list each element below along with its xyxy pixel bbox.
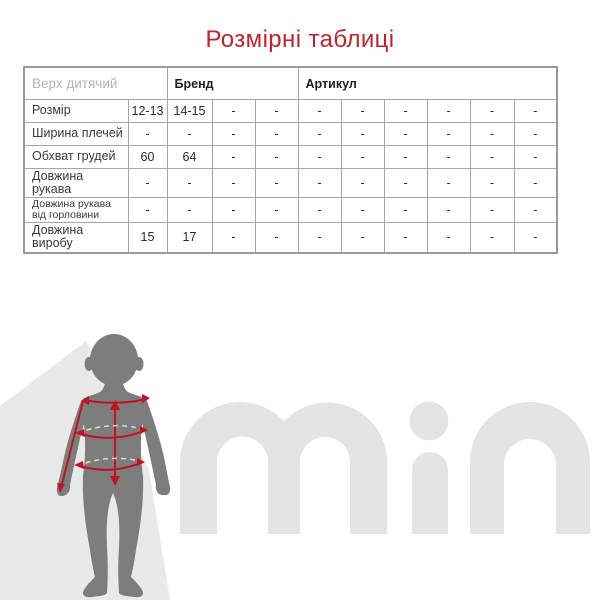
value-cell: - [298, 146, 341, 169]
size-table-body [24, 100, 557, 253]
value-cell: - [212, 100, 255, 123]
value-cell: - [298, 223, 341, 253]
table-row [24, 123, 557, 146]
value-cell: - [298, 169, 341, 198]
size-table-header [24, 67, 557, 100]
table-row [24, 169, 557, 198]
size-table [23, 66, 558, 254]
value-cell: - [341, 146, 384, 169]
value-cell: - [341, 198, 384, 223]
value-cell: - [427, 198, 470, 223]
value-cell: - [167, 123, 212, 146]
header-cell: Артикул [298, 67, 557, 100]
value-cell: - [470, 123, 514, 146]
value-cell: - [255, 198, 298, 223]
value-cell: - [128, 169, 167, 198]
value-cell: - [167, 198, 212, 223]
row-label: Обхват грудей [24, 146, 128, 169]
value-cell: - [167, 169, 212, 198]
value-cell: - [128, 123, 167, 146]
value-cell: - [255, 146, 298, 169]
table-row [24, 223, 557, 253]
value-cell: - [255, 100, 298, 123]
value-cell: - [384, 100, 427, 123]
value-cell: - [384, 223, 427, 253]
measurement-figure [0, 330, 600, 600]
value-cell: - [514, 198, 557, 223]
value-cell: - [298, 100, 341, 123]
row-label: Ширина плечей [24, 123, 128, 146]
value-cell: - [255, 123, 298, 146]
row-label: Розмір [24, 100, 128, 123]
value-cell: - [298, 198, 341, 223]
value-cell: - [341, 123, 384, 146]
value-cell: - [212, 198, 255, 223]
value-cell: - [212, 146, 255, 169]
value-cell: - [470, 169, 514, 198]
value-cell: 60 [128, 146, 167, 169]
row-label: Довжина виробу [24, 223, 128, 253]
value-cell: - [341, 169, 384, 198]
header-cell: Верх дитячий [24, 67, 167, 100]
value-cell: - [470, 223, 514, 253]
table-row [24, 146, 557, 169]
value-cell: - [341, 223, 384, 253]
watermark-letter-n [470, 402, 590, 534]
value-cell: - [427, 169, 470, 198]
value-cell: 64 [167, 146, 212, 169]
value-cell: - [384, 198, 427, 223]
row-label: Довжина рукава [24, 169, 128, 198]
value-cell: - [384, 169, 427, 198]
value-cell: - [384, 123, 427, 146]
value-cell: - [212, 223, 255, 253]
value-cell: 17 [167, 223, 212, 253]
value-cell: 12-13 [128, 100, 167, 123]
value-cell: - [427, 100, 470, 123]
value-cell: - [255, 169, 298, 198]
value-cell: - [470, 198, 514, 223]
value-cell: - [427, 123, 470, 146]
value-cell: - [212, 123, 255, 146]
value-cell: - [298, 123, 341, 146]
value-cell: - [470, 100, 514, 123]
value-cell: - [384, 146, 427, 169]
value-cell: - [514, 146, 557, 169]
watermark-letter-m [180, 402, 387, 534]
value-cell: - [514, 123, 557, 146]
table-row [24, 100, 557, 123]
value-cell: - [427, 223, 470, 253]
value-cell: - [514, 169, 557, 198]
value-cell: - [128, 198, 167, 223]
watermark-letter-i [410, 402, 449, 535]
page-title: Розмірні таблиці [205, 26, 395, 53]
value-cell: - [427, 146, 470, 169]
value-cell: - [255, 223, 298, 253]
value-cell: - [514, 223, 557, 253]
value-cell: 15 [128, 223, 167, 253]
value-cell: 14-15 [167, 100, 212, 123]
header-cell: Бренд [167, 67, 298, 100]
value-cell: - [341, 100, 384, 123]
value-cell: - [212, 169, 255, 198]
value-cell: - [514, 100, 557, 123]
watermark-min [180, 402, 590, 535]
value-cell: - [470, 146, 514, 169]
table-row [24, 198, 557, 223]
row-label: Довжина рукава від горловини [24, 198, 128, 223]
